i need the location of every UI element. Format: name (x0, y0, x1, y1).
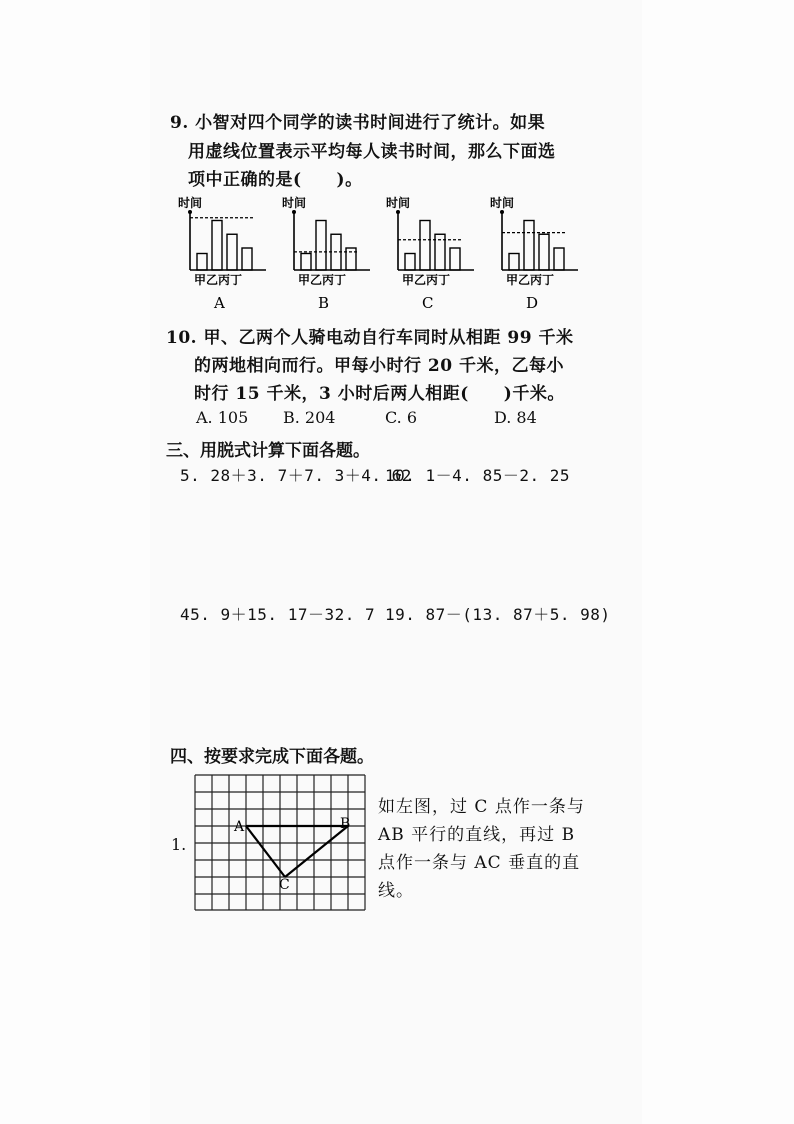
calc-expr-4: 19. 87－(13. 87＋5. 98) (385, 605, 611, 624)
chart-a-axis-dot (188, 210, 192, 214)
point-b-label: B (340, 816, 351, 832)
q10-line1: 10. 甲、乙两个人骑电动自行车同时从相距 99 千米 (166, 328, 574, 348)
chart-b-axis-label: 时间 (282, 196, 307, 210)
chart-d-bar-3 (539, 234, 549, 270)
chart-c-bar-4 (450, 248, 460, 270)
chart-b-bar-1 (301, 254, 311, 271)
item-number: 1. (171, 835, 187, 854)
chart-d-axis-dot (500, 210, 504, 214)
q9-line2: 用虚线位置表示平均每人读书时间，那么下面选 (188, 142, 556, 162)
section4-heading: 四、按要求完成下面各题。 (170, 747, 374, 767)
chart-a-bar-3 (227, 234, 237, 270)
chart-c-bar-1 (405, 254, 415, 271)
chart-c-bar-2 (420, 221, 430, 271)
chart-a-bar-2 (212, 221, 222, 271)
q9-line3: 项中正确的是( )。 (188, 170, 363, 190)
chart-a-axis-label: 时间 (178, 196, 203, 210)
chart-a-bar-4 (242, 248, 252, 270)
instruction-line4: 线。 (378, 881, 414, 901)
chart-a-bar-1 (197, 254, 207, 271)
chart-c-axis-label: 时间 (386, 196, 411, 210)
instruction-line3: 点作一条与 AC 垂直的直 (378, 853, 581, 873)
point-c-label: C (279, 877, 290, 893)
q10-option-d: D. 84 (494, 408, 537, 427)
chart-d-bar-1 (509, 254, 519, 271)
instruction-line2: AB 平行的直线，再过 B (378, 825, 576, 845)
chart-c-option-label: C (422, 294, 434, 312)
grid-figure (190, 770, 370, 915)
section3-heading: 三、用脱式计算下面各题。 (166, 441, 370, 461)
q10-line3: 时行 15 千米，3 小时后两人相距( )千米。 (194, 384, 565, 404)
q10-option-b: B. 204 (283, 408, 336, 427)
chart-b-bar-2 (316, 221, 326, 271)
chart-a-categories: 甲乙丙丁 (194, 273, 243, 287)
chart-a-option-label: A (214, 294, 225, 312)
q9-bar-charts (170, 192, 590, 317)
instruction-line1: 如左图，过 C 点作一条与 (378, 797, 585, 817)
calc-expr-1: 5. 28＋3. 7＋7. 3＋4. 62 (180, 466, 412, 485)
chart-d-option-label: D (526, 294, 539, 312)
chart-b-axis-dot (292, 210, 296, 214)
chart-b-option-label: B (318, 294, 330, 312)
point-a-label: A (234, 819, 245, 835)
q10-line2: 的两地相向而行。甲每小时行 20 千米，乙每小 (194, 356, 564, 376)
chart-d-bar-2 (524, 221, 534, 271)
q10-option-c: C. 6 (385, 408, 418, 427)
chart-d-axis-label: 时间 (490, 196, 515, 210)
chart-d-bar-4 (554, 248, 564, 270)
calc-expr-2: 10. 1－4. 85－2. 25 (385, 466, 570, 485)
q9-line1: 9. 小智对四个同学的读书时间进行了统计。如果 (170, 113, 546, 133)
chart-c-axis-dot (396, 210, 400, 214)
q10-option-a: A. 105 (196, 408, 249, 427)
chart-d-categories: 甲乙丙丁 (506, 273, 555, 287)
calc-expr-3: 45. 9＋15. 17－32. 7 (180, 605, 376, 624)
chart-b-categories: 甲乙丙丁 (298, 273, 347, 287)
chart-c-categories: 甲乙丙丁 (402, 273, 451, 287)
